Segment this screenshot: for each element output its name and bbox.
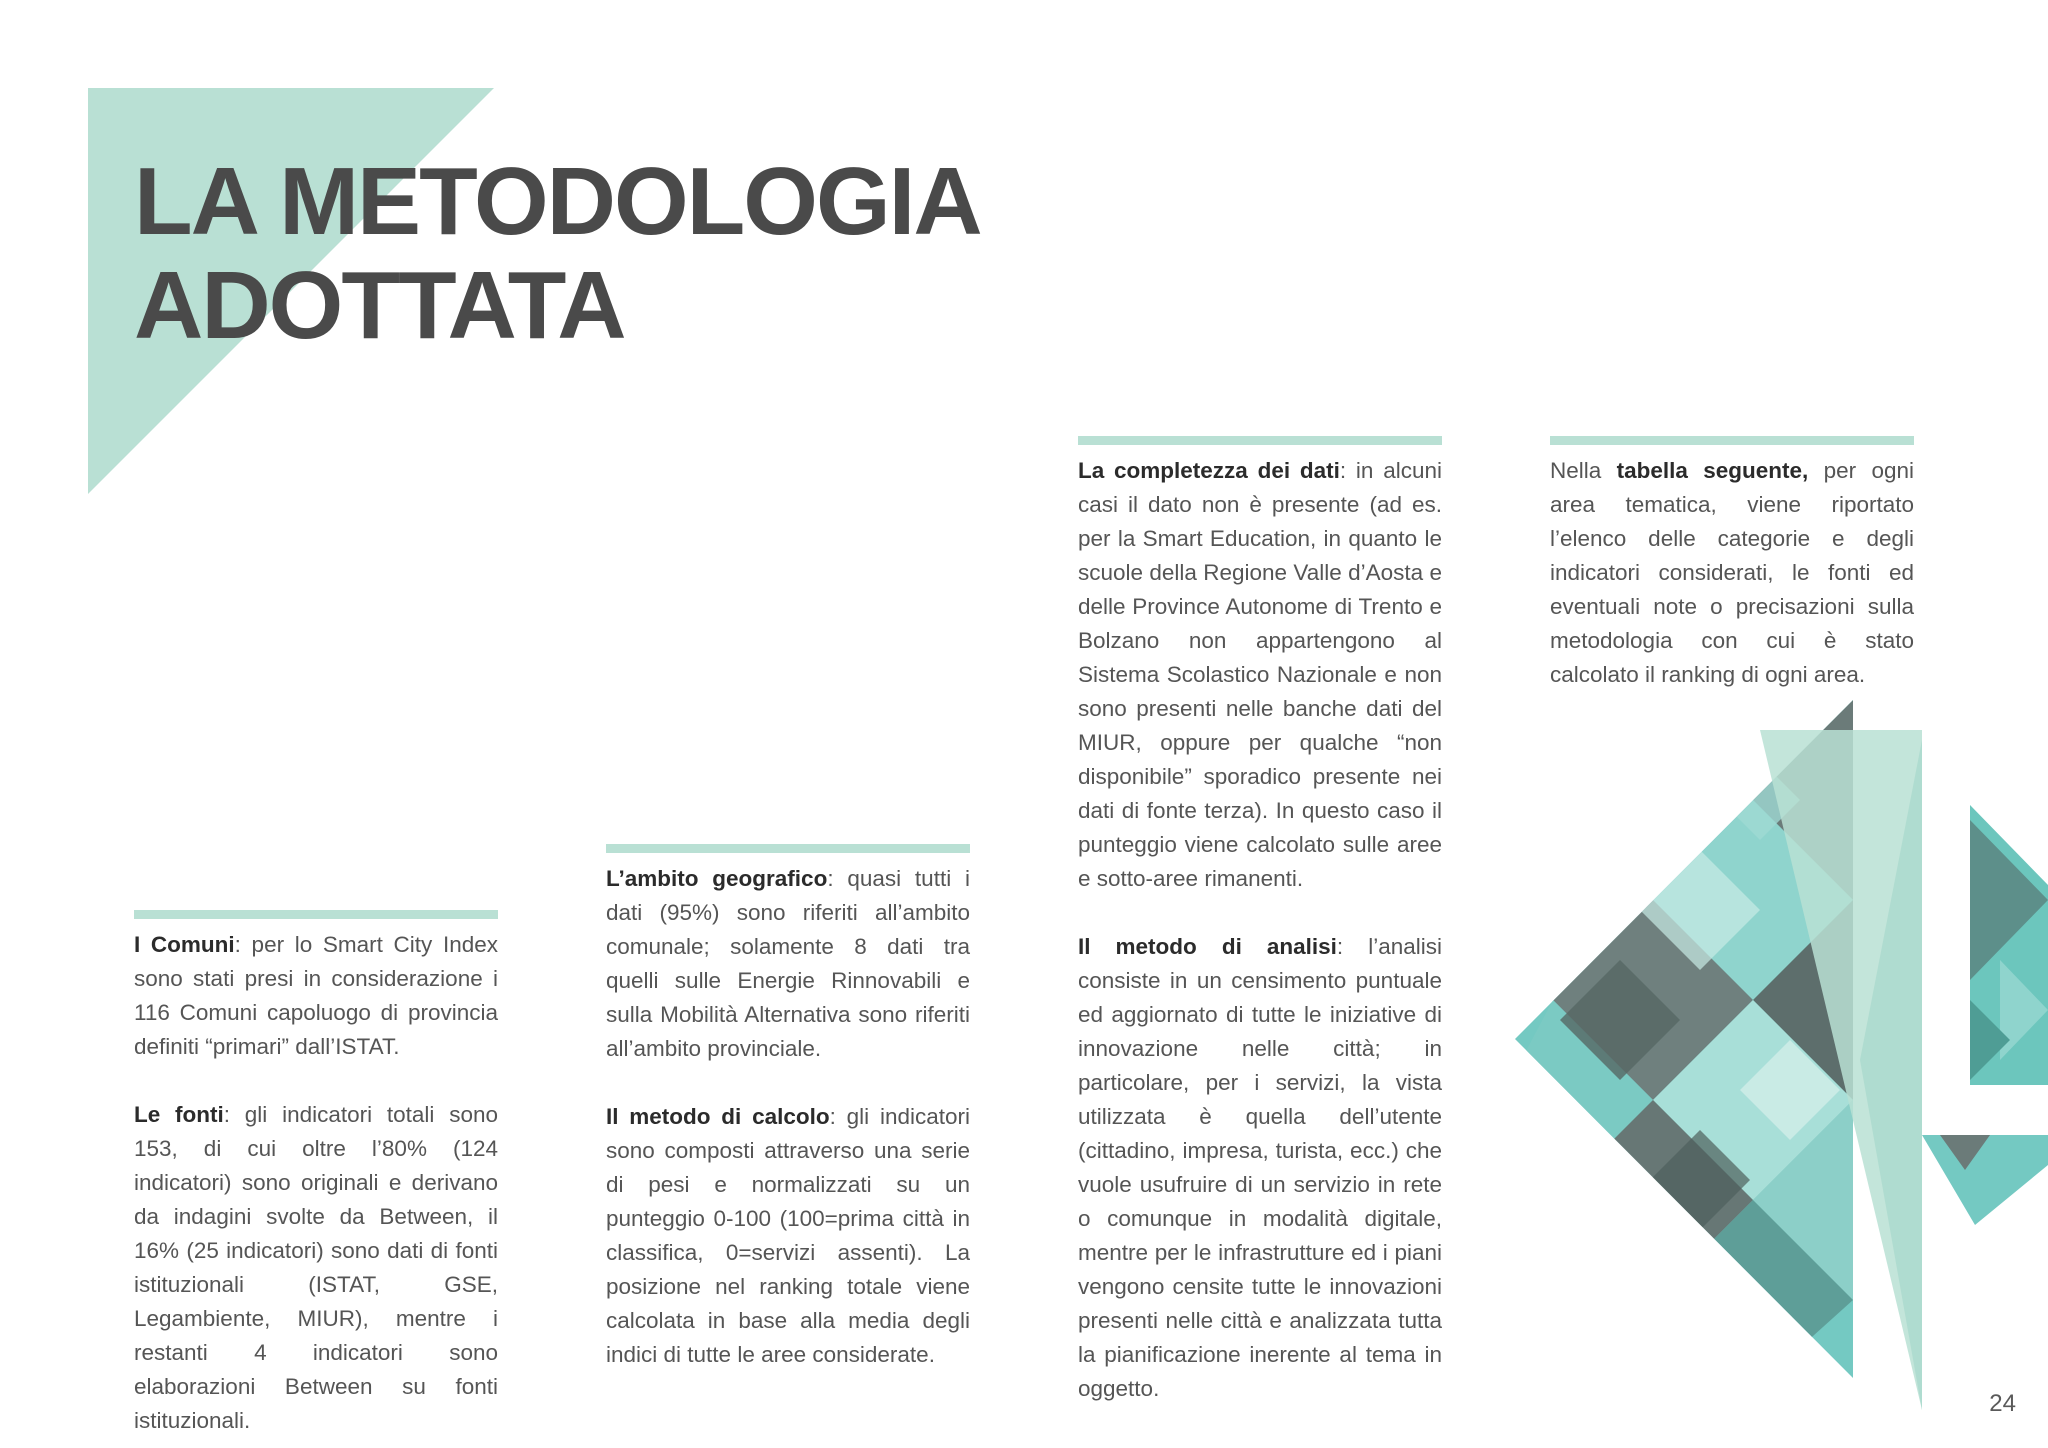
text-tabella: per ogni area tematica, viene riportato l’elenco delle categorie e degli indicatori considerati, le fonti ed eventuali note o precisazioni sulla metodologia con cui è stato calcolato il ranking di ogni area. bbox=[1550, 458, 1915, 687]
page-title bbox=[134, 150, 981, 358]
column-comuni-fonti bbox=[134, 910, 498, 1438]
text-metodo-calcolo: : gli indicatori sono composti attraverso una serie di pesi e normalizzati su un punteggio 0-100 (100=prima città in classifica, 0=servizi assenti). La posizione nel ranking totale viene calcolata in base alla media degli indici di tutte le aree considerate. bbox=[606, 1104, 970, 1367]
label-tabella-seguente: tabella seguente, bbox=[1616, 458, 1809, 483]
column-rule bbox=[134, 910, 498, 919]
column-rule bbox=[1078, 436, 1442, 445]
label-metodo-calcolo: Il metodo di calcolo bbox=[606, 1104, 830, 1129]
label-fonti: Le fonti bbox=[134, 1102, 224, 1127]
column-tabella-seguente bbox=[1550, 436, 1914, 692]
text-completezza-dati: : in alcuni casi il dato non è presente (ad es. per la Smart Education, in quanto le scuole della Regione Valle d’Aosta e delle Province Autonome di Trento e Bolzano non appartengono al Sistema Scolastico Nazionale e non sono presenti nelle banche dati del MIUR, oppure per qualche “non disponibile” sporadico presente nei dati di fonte terza). In questo caso il punteggio viene calcolato sulle aree e sotto-aree rimanenti. bbox=[1078, 458, 1442, 891]
paragraph-ambito-geografico bbox=[606, 862, 970, 1066]
column-completezza-analisi bbox=[1078, 436, 1442, 1406]
paragraph-metodo-analisi bbox=[1078, 930, 1442, 1406]
page-title-line1: LA METODOLOGIA bbox=[134, 148, 981, 255]
label-ambito-geografico: L’ambito geografico bbox=[606, 866, 828, 891]
label-metodo-analisi: Il metodo di analisi bbox=[1078, 934, 1337, 959]
text-metodo-analisi: : l’analisi consiste in un censimento puntuale ed aggiornato di tutte le iniziative di innovazione nelle città; in particolare, per i servizi, la vista utilizzata è quella dell’utente (cittadino, impresa, turista, ecc.) che vuole usufruire di un servizio in rete o comunque in modalità digitale, mentre per le infrastrutture ed i piani vengono censite tutte le innovazioni presenti nelle città e analizzata tutta la pianificazione inerente al tema in oggetto. bbox=[1078, 934, 1442, 1401]
column-rule bbox=[1550, 436, 1914, 445]
page-number: 24 bbox=[1989, 1390, 2016, 1417]
paragraph-metodo-calcolo bbox=[606, 1100, 970, 1372]
page-title-line2: ADOTTATA bbox=[134, 252, 625, 359]
column-ambito-calcolo bbox=[606, 844, 970, 1372]
geometric-mosaic-decoration bbox=[1500, 690, 2048, 1430]
paragraph-fonti bbox=[134, 1098, 498, 1438]
label-comuni: I Comuni bbox=[134, 932, 235, 957]
column-rule bbox=[606, 844, 970, 853]
text-comuni: : per lo Smart City Index sono stati presi in considerazione i 116 Comuni capoluogo di provincia definiti “primari” dall’ISTAT. bbox=[134, 932, 498, 1059]
text-ambito-geografico: : quasi tutti i dati (95%) sono riferiti all’ambito comunale; solamente 8 dati tra quelli sulle Energie Rinnovabili e sulla Mobilità Alternativa sono riferiti all’ambito provinciale. bbox=[606, 866, 970, 1061]
label-completezza-dati: La completezza dei dati bbox=[1078, 458, 1340, 483]
text-fonti: : gli indicatori totali sono 153, di cui oltre l’80% (124 indicatori) sono originali e derivano da indagini svolte da Between, il 16% (25 indicatori) sono dati di fonti istituzionali (ISTAT, GSE, Legambiente, MIUR), mentre i restanti 4 indicatori sono elaborazioni Between su fonti istituzionali. bbox=[134, 1102, 498, 1433]
text-tabella-prefix: Nella bbox=[1550, 458, 1617, 483]
paragraph-comuni bbox=[134, 928, 498, 1064]
paragraph-tabella bbox=[1550, 454, 1914, 692]
paragraph-completezza-dati bbox=[1078, 454, 1442, 896]
